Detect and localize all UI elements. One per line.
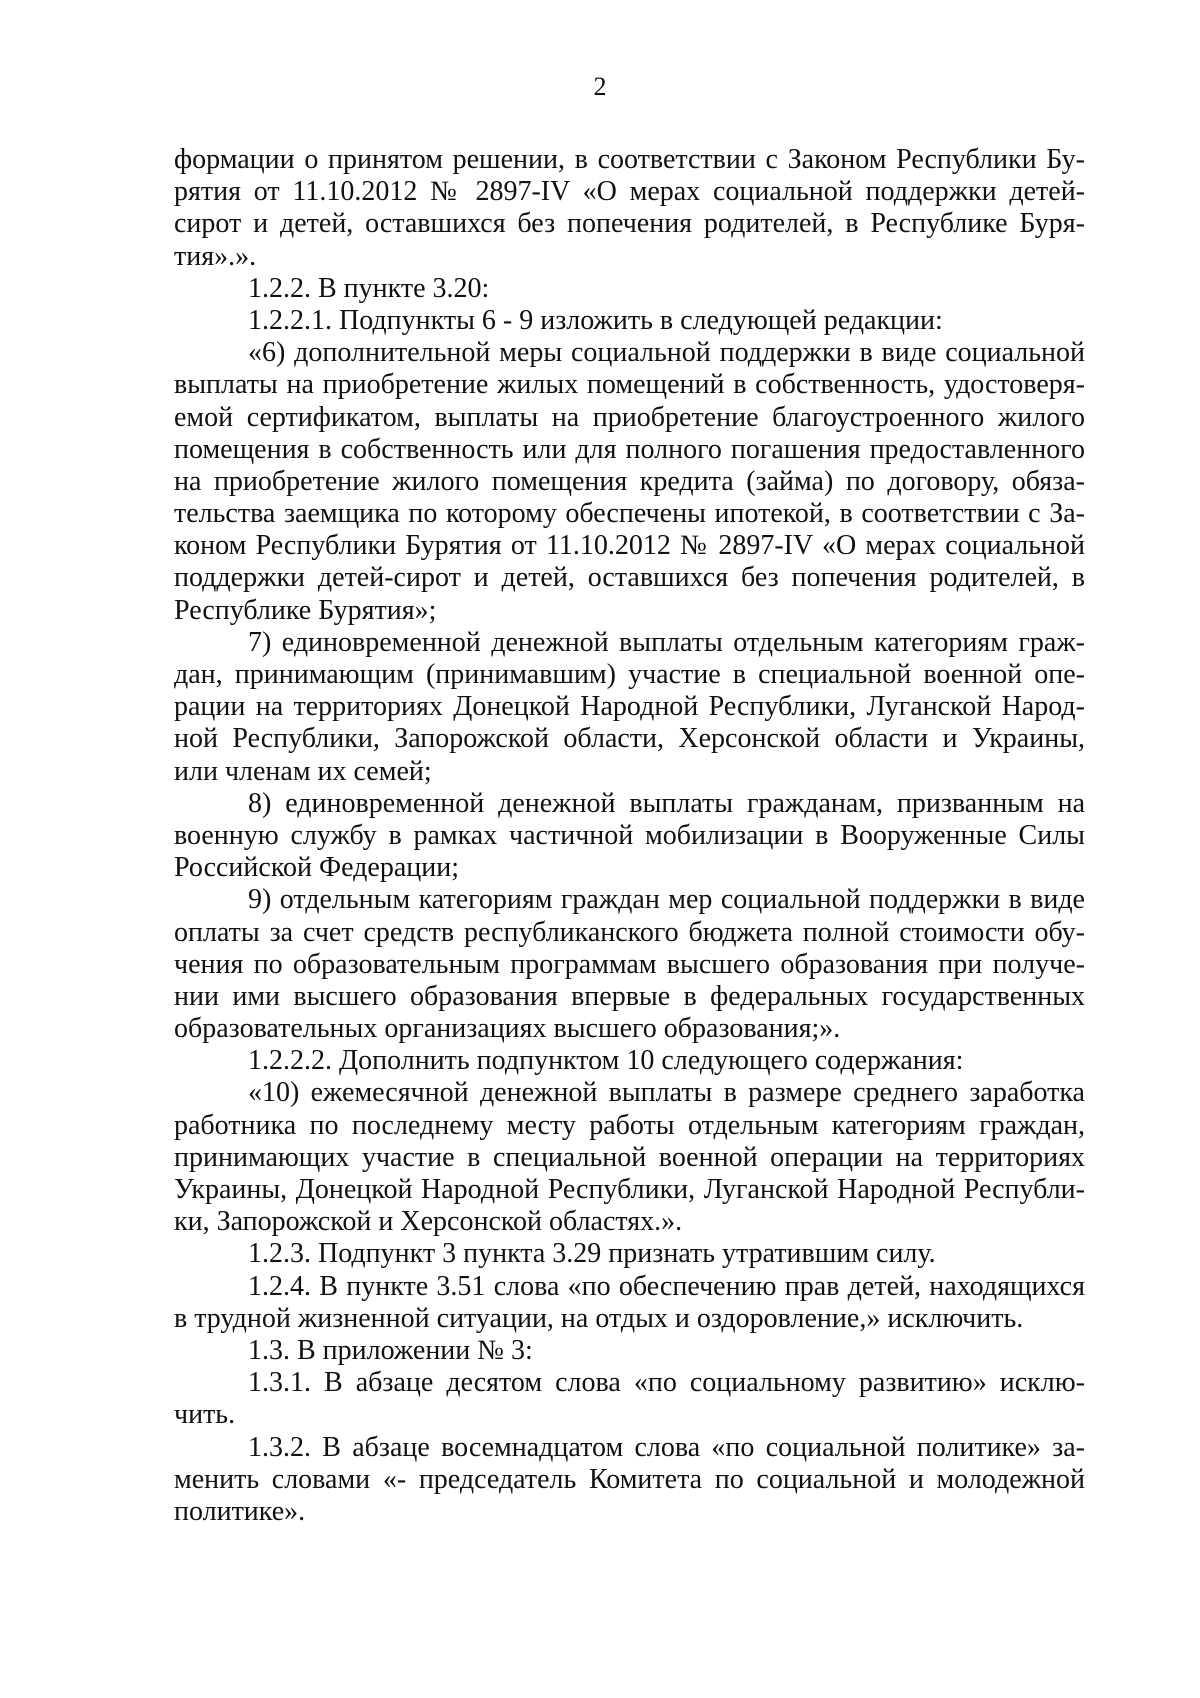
text-line: формации о принятом решении, в соответствии с Законом Республики Бу- — [174, 144, 1085, 175]
text-line: ки, Запорожской и Херсонской областях.». — [174, 1206, 683, 1238]
text-line: 8) единовременной денежной выплаты гражданам, призванным на — [248, 787, 1085, 819]
text-line: военную службу в рамках частичной мобилизации в Вооруженные Силы — [174, 819, 1085, 851]
text-line: тия».». — [174, 240, 257, 272]
text-line: работника по последнему месту работы отдельным категориям граждан, — [174, 1109, 1085, 1141]
text-line: выплаты на приобретение жилых помещений в собственность, удостоверя- — [174, 369, 1085, 401]
text-line: 1.3.2. В абзаце восемнадцатом слова «по социальной политике» за- — [248, 1431, 1085, 1463]
text-line: политике». — [174, 1495, 306, 1527]
text-line: нии ими высшего образования впервые в федеральных государственных — [174, 980, 1085, 1012]
text-line: менить словами «- председатель Комитета по социальной и молодежной — [174, 1463, 1085, 1495]
text-line: коном Республики Бурятия от 11.10.2012 № 2897-IV «О мерах социальной — [174, 530, 1085, 562]
text-line: 7) единовременной денежной выплаты отдельным категориям граж- — [248, 626, 1085, 658]
text-line: 1.2.2.1. Подпункты 6 - 9 изложить в следующей редакции: — [248, 304, 943, 336]
text-line: 1.2.2.2. Дополнить подпунктом 10 следующего содержания: — [248, 1045, 964, 1077]
text-line: 1.3.1. В абзаце десятом слова «по социальному развитию» исклю- — [248, 1367, 1085, 1399]
text-line: 9) отдельным категориям граждан мер социальной поддержки в виде — [248, 884, 1085, 916]
text-line: оплаты за счет средств республиканского бюджета полной стоимости обу- — [174, 916, 1085, 948]
text-line: рации на территориях Донецкой Народной Республики, Луганской Народ- — [174, 691, 1085, 723]
text-line: Российской Федерации; — [174, 852, 460, 884]
text-line: 1.2.4. В пункте 3.51 слова «по обеспечению прав детей, находящихся — [248, 1270, 1085, 1302]
text-line: дан, принимающим (принимавшим) участие в специальной военной опе- — [174, 659, 1085, 690]
text-line: поддержки детей-сирот и детей, оставшихся без попечения родителей, в — [174, 562, 1085, 594]
text-line: Украины, Донецкой Народной Республики, Луганской Народной Республи- — [174, 1174, 1085, 1205]
text-line: ной Республики, Запорожской области, Херсонской области и Украины, — [174, 723, 1085, 755]
text-line: емой сертификатом, выплаты на приобретение благоустроенного жилого — [174, 401, 1085, 433]
text-line: 1.2.2. В пункте 3.20: — [248, 272, 490, 304]
text-line: Республике Бурятия»; — [174, 594, 437, 626]
text-line: «10) ежемесячной денежной выплаты в размере среднего заработка — [248, 1077, 1085, 1109]
text-line: 1.2.3. Подпункт 3 пункта 3.29 признать утратившим силу. — [248, 1238, 936, 1270]
text-line: принимающих участие в специальной военной операции на территориях — [174, 1141, 1085, 1173]
text-line: помещения в собственность или для полного погашения предоставленного — [174, 433, 1085, 465]
text-line: чения по образовательным программам высшего образования при получе- — [174, 948, 1085, 980]
document-body — [174, 144, 1085, 1528]
text-line: или членам их семей; — [174, 755, 432, 787]
text-line: «6) дополнительной меры социальной поддержки в виде социальной — [248, 337, 1085, 369]
text-line: тельства заемщика по которому обеспечены ипотекой, в соответствии с За- — [174, 498, 1085, 530]
text-line: в трудной жизненной ситуации, на отдых и оздоровление,» исключить. — [174, 1302, 1024, 1334]
text-line: чить. — [174, 1399, 236, 1431]
text-line: рятия от 11.10.2012 № 2897-IV «О мерах социальной поддержки детей- — [174, 176, 1085, 208]
text-line: сирот и детей, оставшихся без попечения родителей, в Республике Буря- — [174, 208, 1085, 240]
text-line: на приобретение жилого помещения кредита (займа) по договору, обяза- — [174, 465, 1085, 497]
text-line: образовательных организациях высшего образования;». — [174, 1013, 841, 1045]
text-line: 1.3. В приложении № 3: — [248, 1334, 533, 1366]
page-number: 2 — [593, 72, 607, 101]
